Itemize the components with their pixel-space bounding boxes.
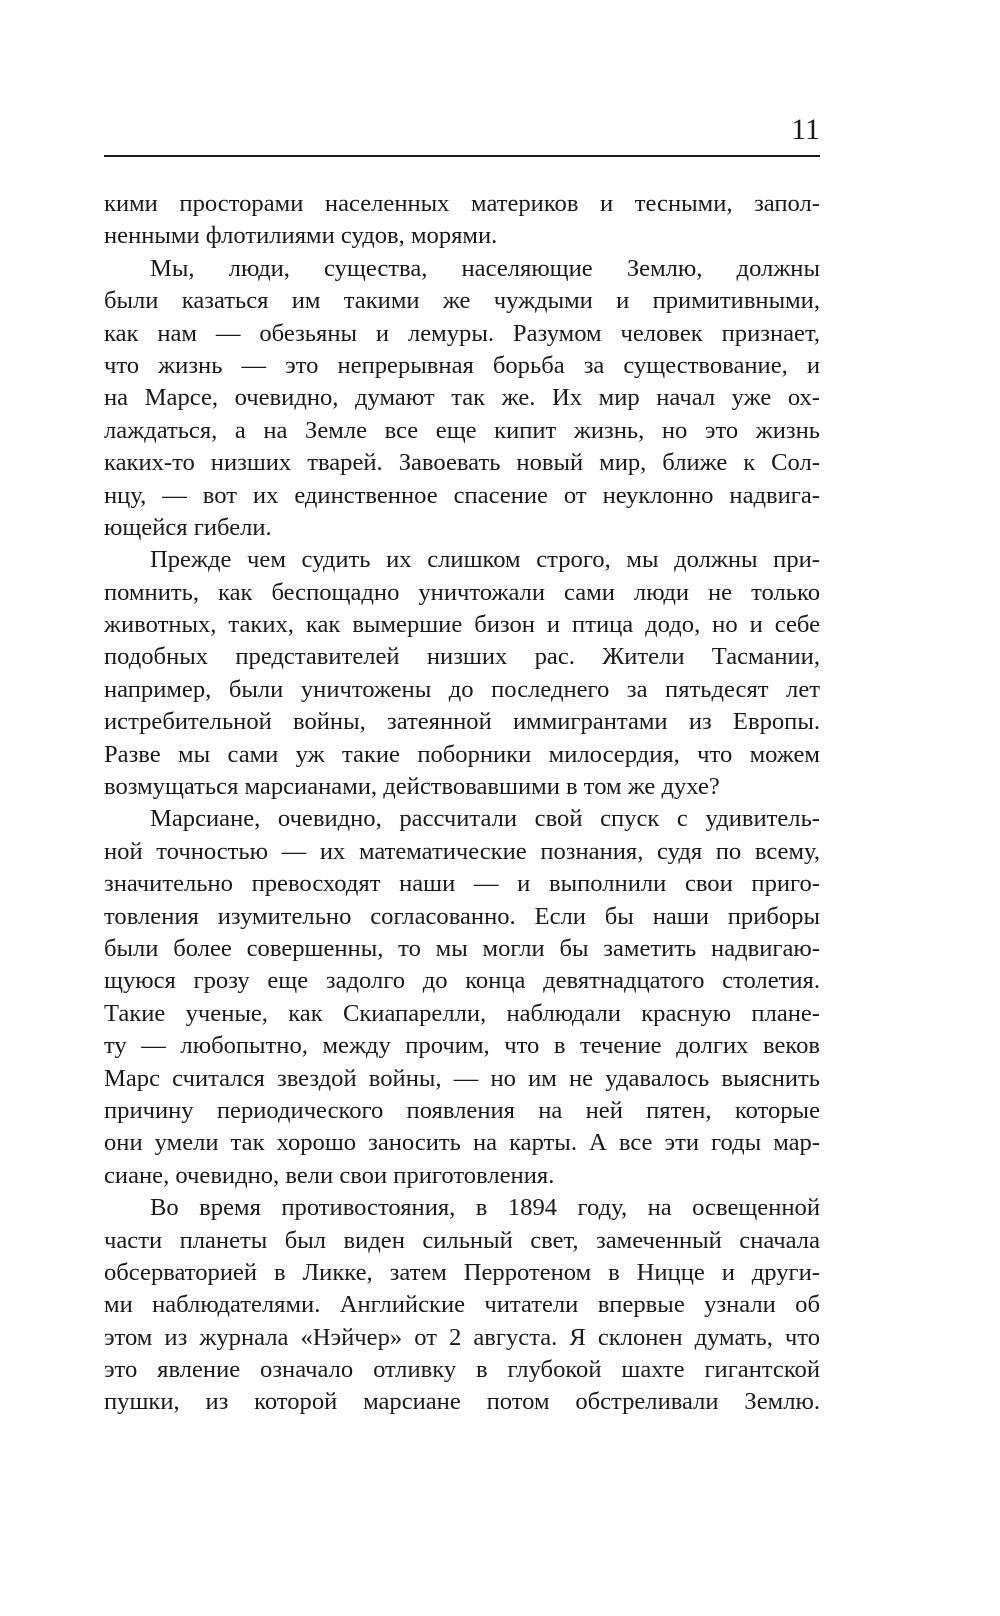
text-line: например, были уничтожены до последнего за пятьдесят лет bbox=[104, 675, 820, 703]
text-line: Такие ученые, как Скиапарелли, наблюдали красную плане- bbox=[104, 999, 820, 1027]
page-number: 11 bbox=[791, 113, 820, 146]
text-line: Мы, люди, существа, населяющие Землю, должны bbox=[150, 254, 820, 282]
text-line: причину периодического появления на ней пятен, которые bbox=[104, 1096, 820, 1124]
text-line: Прежде чем судить их слишком строго, мы должны при- bbox=[150, 546, 820, 574]
text-line: они умели так хорошо заносить на карты. А все эти годы мар- bbox=[104, 1129, 820, 1157]
text-line: нцу, — вот их единственное спасение от неуклонно надвига- bbox=[104, 481, 820, 509]
text-line: сиане, очевидно, вели свои приготовления. bbox=[104, 1161, 555, 1189]
text-line: товления изумительно согласованно. Если бы наши приборы bbox=[104, 902, 820, 930]
text-line: Разве мы сами уж такие поборники милосердия, что можем bbox=[104, 740, 820, 768]
text-line: это явление означало отливку в глубокой шахте гигантской bbox=[104, 1356, 820, 1384]
text-line: животных, таких, как вымершие бизон и птица додо, но и себе bbox=[104, 611, 820, 639]
text-line: были более совершенны, то мы могли бы заметить надвигаю- bbox=[104, 934, 820, 962]
text-line: кими просторами населенных материков и тесными, запол- bbox=[104, 190, 820, 217]
text-line: лаждаться, а на Земле все еще кипит жизнь, но это жизнь bbox=[104, 416, 820, 444]
text-line: этом из журнала «Нэйчер» от 2 августа. Я склонен думать, что bbox=[104, 1323, 820, 1351]
text-line: Марс считался звездой войны, — но им не удавалось выяснить bbox=[104, 1064, 820, 1092]
text-line: ту — любопытно, между прочим, что в течение долгих веков bbox=[104, 1032, 820, 1060]
text-line: помнить, как беспощадно уничтожали сами люди не только bbox=[104, 578, 820, 606]
text-line: значительно превосходят наши — и выполнили свои приго- bbox=[104, 870, 820, 898]
text-line: были казаться им такими же чуждыми и примитивными, bbox=[104, 287, 820, 315]
text-line: возмущаться марсианами, действовавшими в том же духе? bbox=[104, 773, 720, 801]
text-line: части планеты был виден сильный свет, замеченный сначала bbox=[104, 1226, 820, 1254]
text-line: щуюся грозу еще задолго до конца девятнадцатого столетия. bbox=[104, 967, 820, 995]
text-line: каких-то низших тварей. Завоевать новый мир, ближе к Сол- bbox=[104, 449, 820, 477]
text-line: пушки, из которой марсиане потом обстреливали Землю. bbox=[104, 1388, 820, 1416]
text-line: что жизнь — это непрерывная борьба за существование, и bbox=[104, 351, 820, 379]
text-line: Марсиане, очевидно, рассчитали свой спуск с удивитель- bbox=[150, 805, 820, 833]
text-line: ми наблюдателями. Английские читатели впервые узнали об bbox=[104, 1291, 820, 1319]
text-line: ненными флотилиями судов, морями. bbox=[104, 222, 498, 250]
text-line: подобных представителей низших рас. Жители Тасмании, bbox=[104, 643, 820, 671]
text-line: на Марсе, очевидно, думают так же. Их мир начал уже ох- bbox=[104, 384, 820, 412]
text-line: Во время противостояния, в 1894 году, на освещенной bbox=[150, 1194, 820, 1222]
text-line: ной точностью — их математические познания, судя по всему, bbox=[104, 837, 820, 865]
header-rule bbox=[104, 155, 820, 157]
body-text bbox=[104, 188, 820, 1419]
text-line: как нам — обезьяны и лемуры. Разумом человек признает, bbox=[104, 319, 820, 347]
text-line: обсерваторией в Ликке, затем Перротеном в Ницце и други- bbox=[104, 1258, 820, 1286]
text-line: истребительной войны, затеянной иммигрантами из Европы. bbox=[104, 708, 820, 736]
text-line: ющейся гибели. bbox=[104, 513, 272, 541]
